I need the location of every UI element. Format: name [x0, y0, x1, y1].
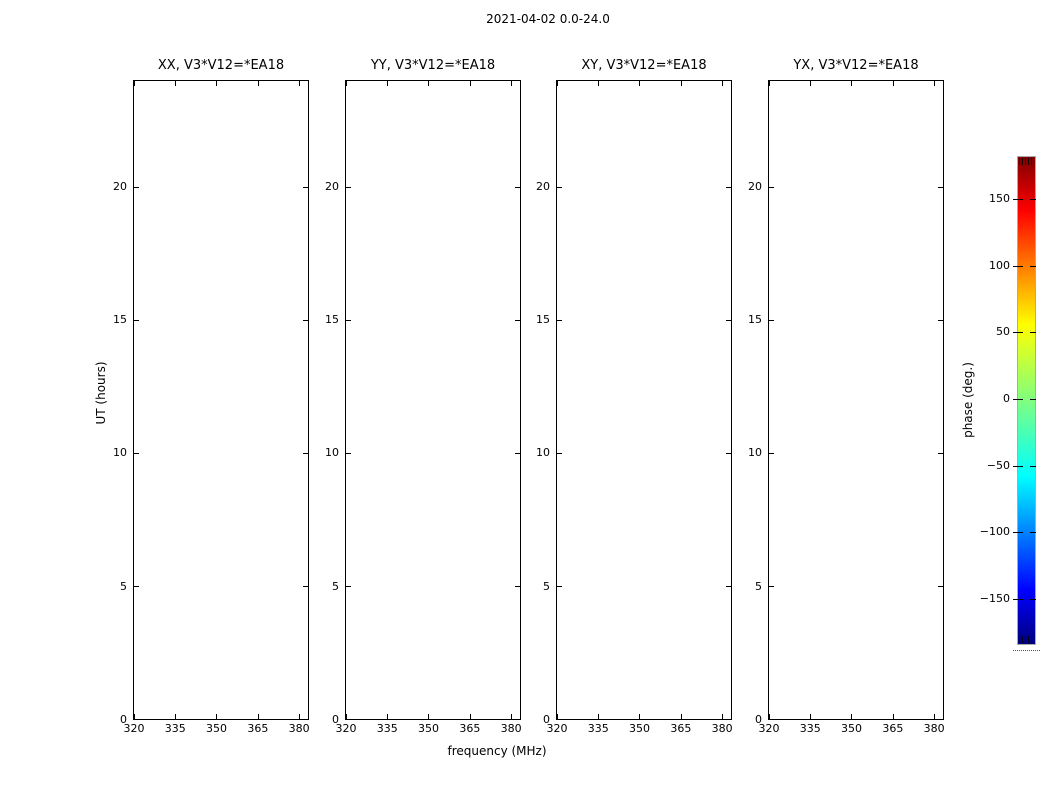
- y-tick-mark: [769, 453, 774, 454]
- y-tick-label: 5: [120, 579, 127, 593]
- y-tick-mark: [557, 719, 562, 720]
- x-tick-label: 335: [376, 722, 398, 735]
- x-tick-mark: [428, 81, 429, 86]
- x-tick-mark: [851, 81, 852, 86]
- colorbar-comb-top-icon: [1019, 158, 1034, 165]
- x-tick-mark: [769, 81, 770, 86]
- x-tick-mark: [470, 81, 471, 86]
- y-tick-mark: [134, 586, 139, 587]
- y-tick-mark: [557, 586, 562, 587]
- x-tick-mark: [387, 81, 388, 86]
- x-tick-label: 365: [882, 722, 904, 735]
- y-tick-mark: [938, 320, 943, 321]
- x-tick-mark: [681, 714, 682, 719]
- colorbar-tick-label: 100: [989, 259, 1010, 272]
- colorbar-tick-label: 150: [989, 192, 1010, 205]
- y-tick-mark: [557, 187, 562, 188]
- y-axis-label: UT (hours): [94, 361, 108, 425]
- y-tick-label: 0: [332, 713, 339, 726]
- y-tick-mark: [346, 187, 351, 188]
- x-tick-mark: [934, 714, 935, 719]
- colorbar-tick-mark: [1030, 466, 1036, 467]
- y-tick-mark: [134, 719, 139, 720]
- y-tick-mark: [346, 320, 351, 321]
- x-tick-label: 380: [711, 722, 733, 735]
- y-tick-mark: [938, 453, 943, 454]
- x-tick-mark: [934, 81, 935, 86]
- x-tick-mark: [639, 81, 640, 86]
- plot-box: [345, 80, 521, 720]
- x-tick-mark: [511, 81, 512, 86]
- colorbar: [1017, 156, 1036, 645]
- colorbar-tick-mark: [1013, 332, 1023, 333]
- colorbar-axis-label: phase (deg.): [961, 362, 975, 438]
- colorbar-tick-mark: [1030, 332, 1036, 333]
- colorbar-tick-mark: [1030, 532, 1036, 533]
- x-tick-mark: [722, 81, 723, 86]
- y-tick-label: 0: [543, 713, 550, 726]
- y-tick-label: 20: [325, 179, 339, 193]
- colorbar-tick-mark: [1013, 466, 1023, 467]
- y-tick-label: 20: [536, 179, 550, 193]
- x-tick-mark: [134, 81, 135, 86]
- y-tick-label: 15: [536, 313, 550, 326]
- y-tick-mark: [134, 320, 139, 321]
- colorbar-tick-label: −50: [986, 459, 1010, 472]
- panel-title: XY, V3*V12=*EA18: [581, 58, 707, 73]
- x-tick-mark: [258, 81, 259, 86]
- x-tick-mark: [299, 81, 300, 86]
- y-tick-mark: [346, 453, 351, 454]
- y-tick-label: 15: [113, 313, 127, 326]
- x-tick-mark: [216, 81, 217, 86]
- panel-title: YX, V3*V12=*EA18: [793, 58, 919, 73]
- x-tick-mark: [258, 714, 259, 719]
- x-axis-label: frequency (MHz): [447, 744, 547, 758]
- plot-box: [556, 80, 732, 720]
- colorbar-dotted-edge: [1013, 650, 1040, 651]
- colorbar-tick-mark: [1013, 532, 1023, 533]
- x-tick-label: 320: [758, 722, 780, 735]
- x-tick-label: 380: [500, 722, 522, 735]
- x-tick-mark: [598, 81, 599, 86]
- x-tick-label: 320: [335, 722, 357, 735]
- x-tick-label: 380: [288, 722, 310, 735]
- colorbar-tick-label: −100: [979, 525, 1010, 538]
- x-tick-mark: [810, 81, 811, 86]
- y-tick-label: 5: [332, 579, 339, 593]
- y-tick-mark: [769, 586, 774, 587]
- x-tick-label: 335: [587, 722, 609, 735]
- y-tick-label: 20: [748, 179, 762, 193]
- plot-box: [133, 80, 309, 720]
- x-tick-mark: [175, 81, 176, 86]
- colorbar-tick-mark: [1013, 599, 1023, 600]
- x-tick-mark: [511, 714, 512, 719]
- x-tick-mark: [598, 714, 599, 719]
- y-tick-mark: [346, 586, 351, 587]
- x-tick-label: 350: [840, 722, 862, 735]
- x-tick-mark: [722, 714, 723, 719]
- y-tick-label: 10: [748, 446, 762, 460]
- x-tick-mark: [175, 714, 176, 719]
- x-tick-label: 335: [164, 722, 186, 735]
- x-tick-mark: [893, 81, 894, 86]
- y-tick-label: 10: [325, 446, 339, 460]
- x-tick-mark: [346, 81, 347, 86]
- y-tick-label: 15: [748, 313, 762, 326]
- y-tick-label: 10: [113, 446, 127, 460]
- y-tick-mark: [938, 719, 943, 720]
- x-tick-mark: [681, 81, 682, 86]
- y-tick-mark: [938, 187, 943, 188]
- x-tick-mark: [299, 714, 300, 719]
- plot-box: [768, 80, 944, 720]
- y-tick-mark: [938, 586, 943, 587]
- x-tick-label: 350: [417, 722, 439, 735]
- x-tick-label: 380: [923, 722, 945, 735]
- colorbar-comb-bottom-icon: [1019, 636, 1034, 643]
- x-tick-label: 365: [247, 722, 269, 735]
- x-tick-mark: [639, 714, 640, 719]
- x-tick-label: 350: [205, 722, 227, 735]
- x-tick-mark: [428, 714, 429, 719]
- y-tick-mark: [557, 320, 562, 321]
- colorbar-tick-label: 0: [1003, 392, 1010, 405]
- colorbar-tick-mark: [1030, 599, 1036, 600]
- x-tick-mark: [470, 714, 471, 719]
- colorbar-tick-mark: [1013, 199, 1023, 200]
- x-tick-mark: [557, 81, 558, 86]
- figure-title: 2021-04-02 0.0-24.0: [486, 12, 610, 26]
- x-tick-mark: [810, 714, 811, 719]
- y-tick-mark: [769, 320, 774, 321]
- colorbar-tick-label: −150: [979, 592, 1010, 605]
- y-tick-label: 20: [113, 179, 127, 193]
- y-tick-mark: [134, 453, 139, 454]
- x-tick-label: 335: [799, 722, 821, 735]
- y-tick-label: 0: [755, 713, 762, 726]
- x-tick-mark: [851, 714, 852, 719]
- y-tick-label: 0: [120, 713, 127, 726]
- colorbar-tick-label: 50: [996, 325, 1010, 338]
- y-tick-mark: [769, 187, 774, 188]
- y-tick-label: 15: [325, 313, 339, 326]
- colorbar-tick-mark: [1030, 266, 1036, 267]
- colorbar-tick-mark: [1030, 399, 1036, 400]
- panel-title: XX, V3*V12=*EA18: [157, 58, 285, 73]
- colorbar-tick-mark: [1030, 199, 1036, 200]
- y-tick-mark: [769, 719, 774, 720]
- y-tick-mark: [346, 719, 351, 720]
- x-tick-label: 350: [628, 722, 650, 735]
- y-tick-mark: [557, 453, 562, 454]
- x-tick-mark: [893, 714, 894, 719]
- y-tick-label: 5: [543, 579, 550, 593]
- x-tick-mark: [387, 714, 388, 719]
- x-tick-label: 365: [670, 722, 692, 735]
- panel-title: YY, V3*V12=*EA18: [370, 58, 496, 73]
- x-tick-label: 320: [123, 722, 145, 735]
- x-tick-label: 320: [546, 722, 568, 735]
- colorbar-tick-mark: [1013, 399, 1023, 400]
- y-tick-label: 10: [536, 446, 550, 460]
- y-tick-label: 5: [755, 579, 762, 593]
- y-tick-mark: [134, 187, 139, 188]
- colorbar-tick-mark: [1013, 266, 1023, 267]
- x-tick-label: 365: [459, 722, 481, 735]
- x-tick-mark: [216, 714, 217, 719]
